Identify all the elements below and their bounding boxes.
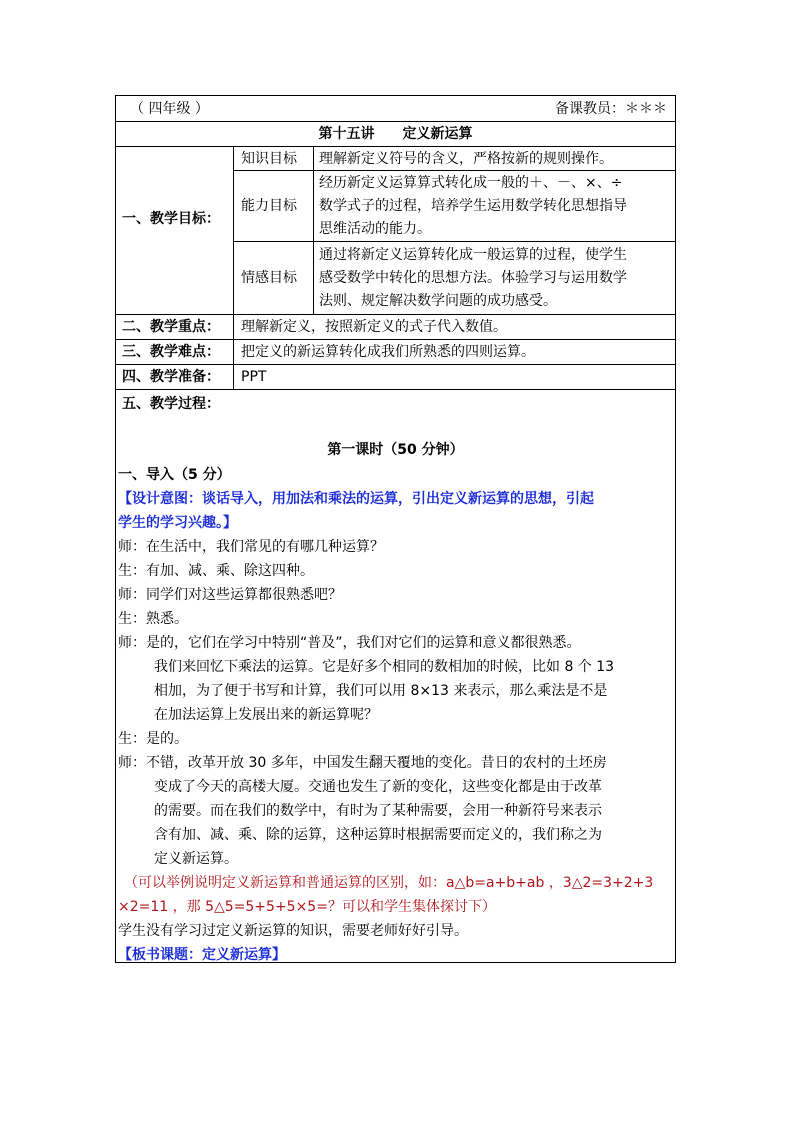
note-line-1: （可以举例说明定义新运算和普通运算的区别，如：a△b=a+b+ab ，3△2=3+2+3 xyxy=(124,875,654,891)
board-title: 【板书课题：定义新运算】 xyxy=(118,947,286,963)
teacher-para1-line: 在加法运算上发展出来的新运算呢？ xyxy=(154,707,378,723)
objective-text-ability-1: 经历新定义运算算式转化成一般的＋、－、×、÷ xyxy=(319,175,623,191)
title-row xyxy=(116,122,675,147)
lesson-plan-table xyxy=(115,95,676,963)
key-point-label: 二、教学重点： xyxy=(122,319,220,335)
header-row xyxy=(116,96,675,122)
teacher-para2-line: 的需要。而在我们的数学中，有时为了某种需要，会用一种新符号来表示 xyxy=(154,803,602,819)
lecture-title: 第十五讲 定义新运算 xyxy=(318,126,473,142)
dialogue-line: 生：有加、减、乘、除这四种。 xyxy=(118,563,314,579)
key-point-row xyxy=(116,315,675,340)
design-intent-line-2: 学生的学习兴趣。】 xyxy=(118,515,237,531)
teacher-para2-line: 变成了今天的高楼大厦。交通也发生了新的变化，这些变化都是由于改革 xyxy=(154,779,602,795)
intro-section-title: 一、导入（5 分） xyxy=(118,467,231,483)
objectives-divider xyxy=(233,147,234,314)
objective-label-knowledge: 知识目标 xyxy=(241,151,297,167)
preparation-label: 四、教学准备： xyxy=(122,369,220,385)
dialogue-line: 师：在生活中，我们常见的有哪几种运算？ xyxy=(118,539,384,555)
lesson-title: 第一课时（50 分钟） xyxy=(327,442,464,458)
process-body xyxy=(118,463,671,967)
dialogue-line: 师：同学们对这些运算都很熟悉吧？ xyxy=(118,587,342,603)
dialogue-line: 生：熟悉。 xyxy=(118,611,188,627)
teacher-para2-line: 师：不错，改革开放 30 多年，中国发生翻天覆地的变化。昔日的农村的土坯房 xyxy=(118,755,607,771)
objective-text-emotion-1: 通过将新定义运算转化成一般运算的过程，使学生 xyxy=(319,247,627,263)
teacher-label: 备课教员：＊＊＊ xyxy=(555,101,667,117)
objectives-block xyxy=(116,147,675,315)
objective-text-emotion-2: 感受数学中转化的思想方法。体验学习与运用数学 xyxy=(319,270,627,286)
note-line-2: ×2=11 ，那 5△5=5+5+5×5=？可以和学生集体探讨下） xyxy=(118,899,496,915)
note-after: 学生没有学习过定义新运算的知识，需要老师好好引导。 xyxy=(118,923,468,939)
teacher-para2-line: 定义新运算。 xyxy=(154,851,238,867)
objective-label-ability: 能力目标 xyxy=(241,198,297,214)
objectives-label: 一、教学目标： xyxy=(122,211,220,227)
objective-text-ability-3: 思维活动的能力。 xyxy=(319,221,431,237)
preparation-text: PPT xyxy=(241,369,267,385)
grade-label: （ 四年级 ） xyxy=(130,101,209,117)
difficulty-text: 把定义的新运算转化成我们所熟悉的四则运算。 xyxy=(241,344,535,360)
objectives-divider-2 xyxy=(313,147,314,314)
objective-label-emotion: 情感目标 xyxy=(241,270,297,286)
design-intent-line-1: 【设计意图：谈话导入，用加法和乘法的运算，引出定义新运算的思想，引起 xyxy=(118,491,594,507)
teacher-para1-line: 师：是的，它们在学习中特别“普及”，我们对它们的运算和意义都很熟悉。 xyxy=(118,635,581,651)
objective-text-emotion-3: 法则、规定解决数学问题的成功感受。 xyxy=(319,293,557,309)
difficulty-row xyxy=(116,340,675,365)
key-point-text: 理解新定义，按照新定义的式子代入数值。 xyxy=(241,319,507,335)
teacher-para2-line: 含有加、减、乘、除的运算，这种运算时根据需要而定义的，我们称之为 xyxy=(154,827,602,843)
preparation-row xyxy=(116,365,675,390)
objective-text-ability-2: 数学式子的过程，培养学生运用数学转化思想指导 xyxy=(319,198,627,214)
difficulty-label: 三、教学难点： xyxy=(122,344,220,360)
process-label: 五、教学过程： xyxy=(122,396,220,412)
student-yes: 生：是的。 xyxy=(118,731,188,747)
teacher-para1-line: 相加，为了便于书写和计算，我们可以用 8×13 来表示，那么乘法是不是 xyxy=(154,683,608,699)
teacher-para1-line: 我们来回忆下乘法的运算。它是好多个相同的数相加的时候，比如 8 个 13 xyxy=(154,659,615,675)
objective-text-knowledge: 理解新定义符号的含义，严格按新的规则操作。 xyxy=(319,151,613,167)
process-block xyxy=(116,390,675,962)
